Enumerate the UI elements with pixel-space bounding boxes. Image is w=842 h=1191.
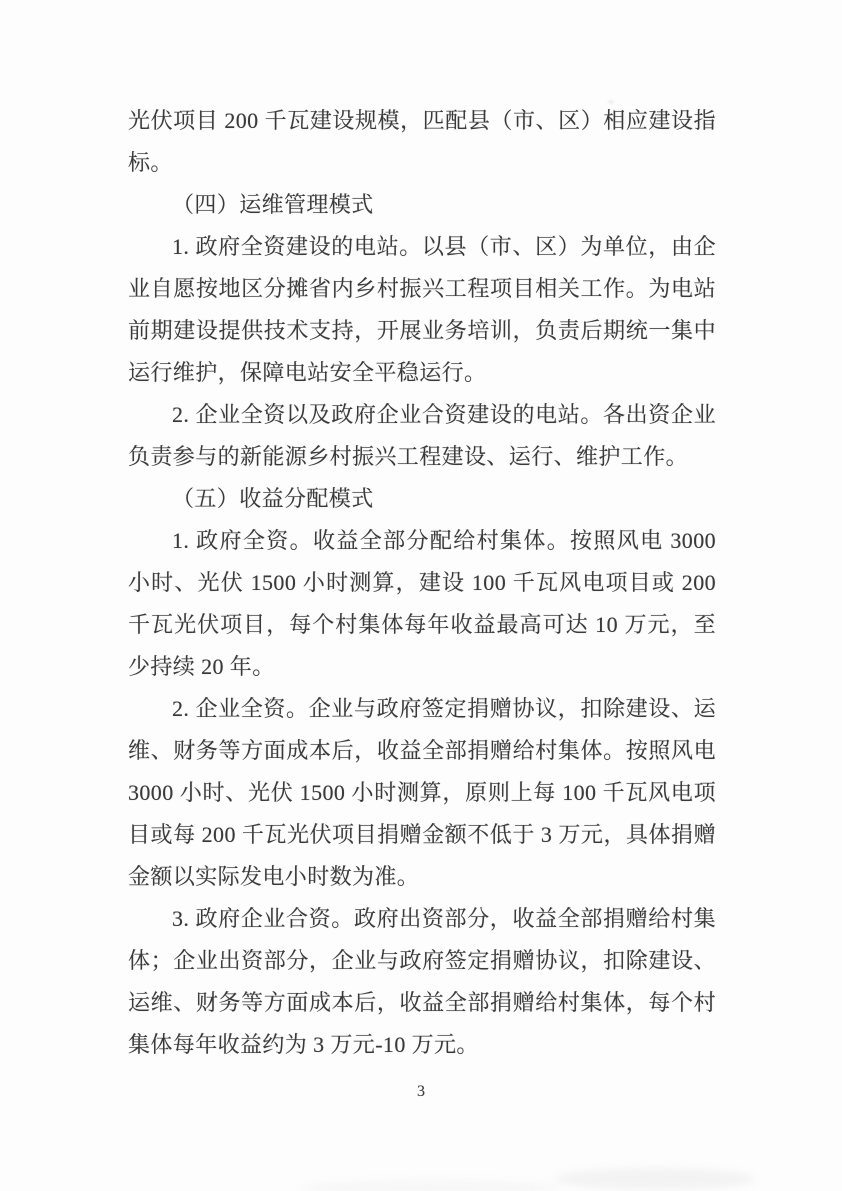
scan-artifact [555, 1168, 755, 1190]
paragraph-item-1-revenue: 1. 政府全资。收益全部分配给村集体。按照风电 3000 小时、光伏 1500 小时测算，建设 100 千瓦风电项目或 200 千瓦光伏项目，每个村集体每年收益最高可达 10 万元，至少持续 20 年。 [128, 528, 716, 679]
document-body [128, 100, 716, 1066]
paragraph-continuation: 光伏项目 200 千瓦建设规模，匹配县（市、区）相应建设指标。 [128, 108, 716, 175]
paragraph-item-1-operation: 1. 政府全资建设的电站。以县（市、区）为单位，由企业自愿按地区分摊省内乡村振兴工程项目相关工作。为电站前期建设提供技术支持，开展业务培训，负责后期统一集中运行维护，保障电站安全平稳运行。 [128, 234, 716, 385]
page-number: 3 [417, 1083, 425, 1100]
paragraph-item-2-revenue: 2. 企业全资。企业与政府签定捐赠协议，扣除建设、运维、财务等方面成本后，收益全部捐赠给村集体。按照风电 3000 小时、光伏 1500 小时测算，原则上每 100 千瓦风电项目或每 200 千瓦光伏项目捐赠金额不低于 3 万元，具体捐赠金额以实际发电小时数为准。 [128, 696, 716, 889]
paragraph-item-2-operation: 2. 企业全资以及政府企业合资建设的电站。各出资企业负责参与的新能源乡村振兴工程建设、运行、维护工作。 [128, 402, 716, 469]
paragraph-item-3-revenue: 3. 政府企业合资。政府出资部分，收益全部捐赠给村集体；企业出资部分，企业与政府签定捐赠协议，扣除建设、运维、财务等方面成本后，收益全部捐赠给村集体，每个村集体每年收益约为 3 万元-10 万元。 [128, 906, 716, 1057]
section-heading-4: （四）运维管理模式 [172, 192, 374, 217]
scan-artifact [300, 1180, 560, 1191]
section-heading-5: （五）收益分配模式 [172, 486, 374, 511]
